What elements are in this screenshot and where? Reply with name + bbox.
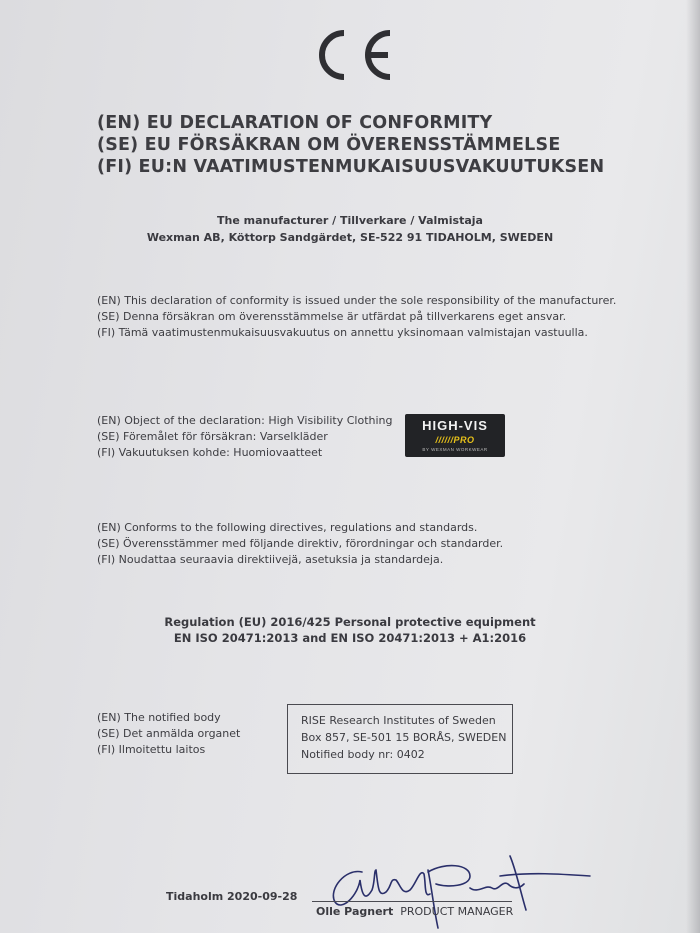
signer-title: PRODUCT MANAGER bbox=[400, 905, 514, 918]
conforms-se: (SE) Överensstämmer med följande direktiv, förordningar och standarder. bbox=[97, 537, 504, 550]
title-en: (EN) EU DECLARATION OF CONFORMITY bbox=[97, 113, 493, 133]
manufacturer-address: Wexman AB, Köttorp Sandgärdet, SE-522 91 TIDAHOLM, SWEDEN bbox=[146, 231, 554, 244]
notified-se: (SE) Det anmälda organet bbox=[97, 727, 241, 740]
responsibility-en: (EN) This declaration of conformity is issued under the sole responsibility of the manufacturer. bbox=[97, 294, 617, 307]
responsibility-se: (SE) Denna försäkran om överensstämmelse är utfärdat på tillverkarens eget ansvar. bbox=[97, 310, 567, 323]
notified-fi: (FI) Ilmoitettu laitos bbox=[97, 743, 206, 756]
object-se: (SE) Föremålet för försäkran: Varselkläder bbox=[97, 430, 328, 443]
notified-body-box bbox=[287, 704, 513, 774]
signature-line bbox=[312, 901, 512, 902]
regulation-line1: Regulation (EU) 2016/425 Personal protective equipment bbox=[164, 615, 536, 629]
notified-box-line2: Box 857, SE-501 15 BORÅS, SWEDEN bbox=[301, 731, 507, 744]
logo-line2: //////PRO bbox=[435, 435, 475, 445]
title-fi: (FI) EU:N VAATIMUSTENMUKAISUUSVAKUUTUKSEN bbox=[97, 157, 605, 177]
place-date: Tidaholm 2020-09-28 bbox=[166, 890, 298, 903]
object-fi: (FI) Vakuutuksen kohde: Huomiovaatteet bbox=[97, 446, 323, 459]
notified-box-line1: RISE Research Institutes of Sweden bbox=[301, 714, 496, 727]
signer-name: Olle Pagnert bbox=[316, 905, 394, 918]
handwritten-signature bbox=[320, 850, 600, 930]
manufacturer-label: The manufacturer / Tillverkare / Valmistaja bbox=[217, 214, 483, 227]
notified-box-line3: Notified body nr: 0402 bbox=[301, 748, 425, 761]
logo-line3: BY WEXMAN WORKWEAR bbox=[422, 447, 488, 452]
title-se: (SE) EU FÖRSÄKRAN OM ÖVERENSSTÄMMELSE bbox=[97, 135, 561, 155]
object-en: (EN) Object of the declaration: High Visibility Clothing bbox=[97, 414, 393, 427]
conforms-fi: (FI) Noudattaa seuraavia direktiivejä, asetuksia ja standardeja. bbox=[97, 553, 444, 566]
ce-mark-icon bbox=[306, 25, 398, 85]
regulation-line2: EN ISO 20471:2013 and EN ISO 20471:2013 + A1:2016 bbox=[173, 631, 527, 645]
logo-line1: HIGH-VIS bbox=[422, 418, 488, 433]
responsibility-fi: (FI) Tämä vaatimustenmukaisuusvakuutus on annettu yksinomaan valmistajan vastuulla. bbox=[97, 326, 588, 339]
page-edge-shadow bbox=[686, 0, 700, 933]
high-vis-pro-logo bbox=[405, 414, 505, 457]
notified-en: (EN) The notified body bbox=[97, 711, 221, 724]
signer bbox=[316, 905, 513, 918]
conforms-en: (EN) Conforms to the following directives, regulations and standards. bbox=[97, 521, 478, 534]
